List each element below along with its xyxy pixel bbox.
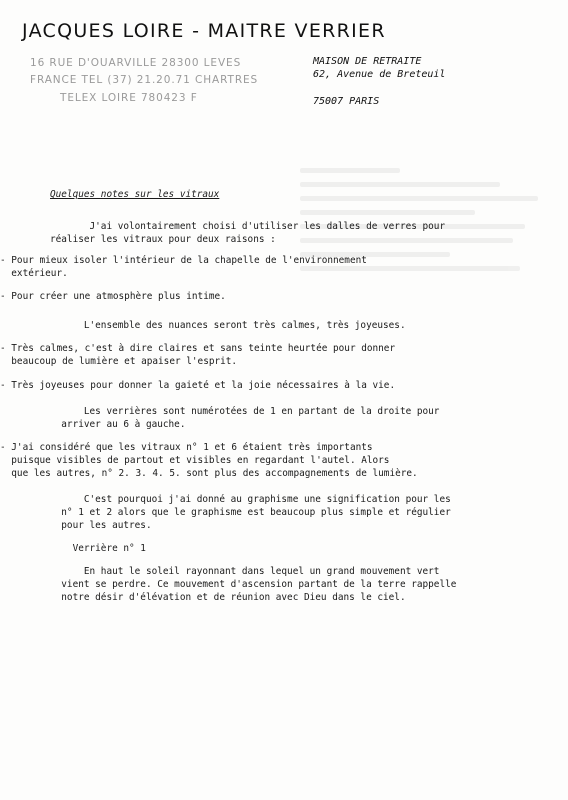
nuances-paragraph: L'ensemble des nuances seront très calmes, très joyeuses. xyxy=(50,320,406,331)
reason-isolation: - Pour mieux isoler l'intérieur de la chapelle de l'environnement extérieur. xyxy=(0,255,367,279)
graphism-paragraph: C'est pourquoi j'ai donné au graphisme une signification pour les n° 1 et 2 alors que le graphisme est beaucoup plus simple et régulier pour les autres. xyxy=(61,494,451,531)
joyful-item: - Très joyeuses pour donner la gaieté et la joie nécessaires à la vie. xyxy=(0,380,396,391)
letterhead-title: JACQUES LOIRE - MAITRE VERRIER xyxy=(22,20,386,42)
numbering-paragraph: Les verrières sont numérotées de 1 en partant de la droite pour arriver au 6 à gauche. xyxy=(61,406,440,430)
letterhead-telex: TELEX LOIRE 780423 F xyxy=(60,92,198,104)
recipient-address xyxy=(313,55,445,108)
recipient-name: MAISON DE RETRAITE xyxy=(313,56,422,67)
letterhead-address: 16 RUE D'OUARVILLE 28300 LEVES xyxy=(30,57,242,69)
importance-item: - J'ai considéré que les vitraux n° 1 et 6 étaient très importants puisque visibles de partout et visibles en regardant l'autel. Alors que les autres, n° 2. 3. 4. 5. sont plus des accompagnements de lumière. xyxy=(0,442,418,479)
reason-atmosphere: - Pour créer une atmosphère plus intime. xyxy=(0,291,226,302)
recipient-street: 62, Avenue de Breteuil xyxy=(313,69,446,80)
intro-paragraph: J'ai volontairement choisi d'utiliser les dalles de verres pour réaliser les vitraux pour deux raisons : xyxy=(50,221,446,245)
notes-title: Quelques notes sur les vitraux xyxy=(50,189,220,200)
calm-item: - Très calmes, c'est à dire claires et sans teinte heurtée pour donner beaucoup de lumière et apaiser l'esprit. xyxy=(0,343,396,367)
verriere-heading: Verrière n° 1 xyxy=(50,543,146,554)
letter-body xyxy=(0,188,560,604)
letterhead-phone: FRANCE TEL (37) 21.20.71 CHARTRES xyxy=(30,74,259,86)
recipient-city: 75007 PARIS xyxy=(313,96,380,107)
sun-paragraph: En haut le soleil rayonnant dans lequel un grand mouvement vert vient se perdre. Ce mouvement d'ascension partant de la terre rappelle notre désir d'élévation et de réunion avec Dieu dans le ciel. xyxy=(61,566,457,603)
